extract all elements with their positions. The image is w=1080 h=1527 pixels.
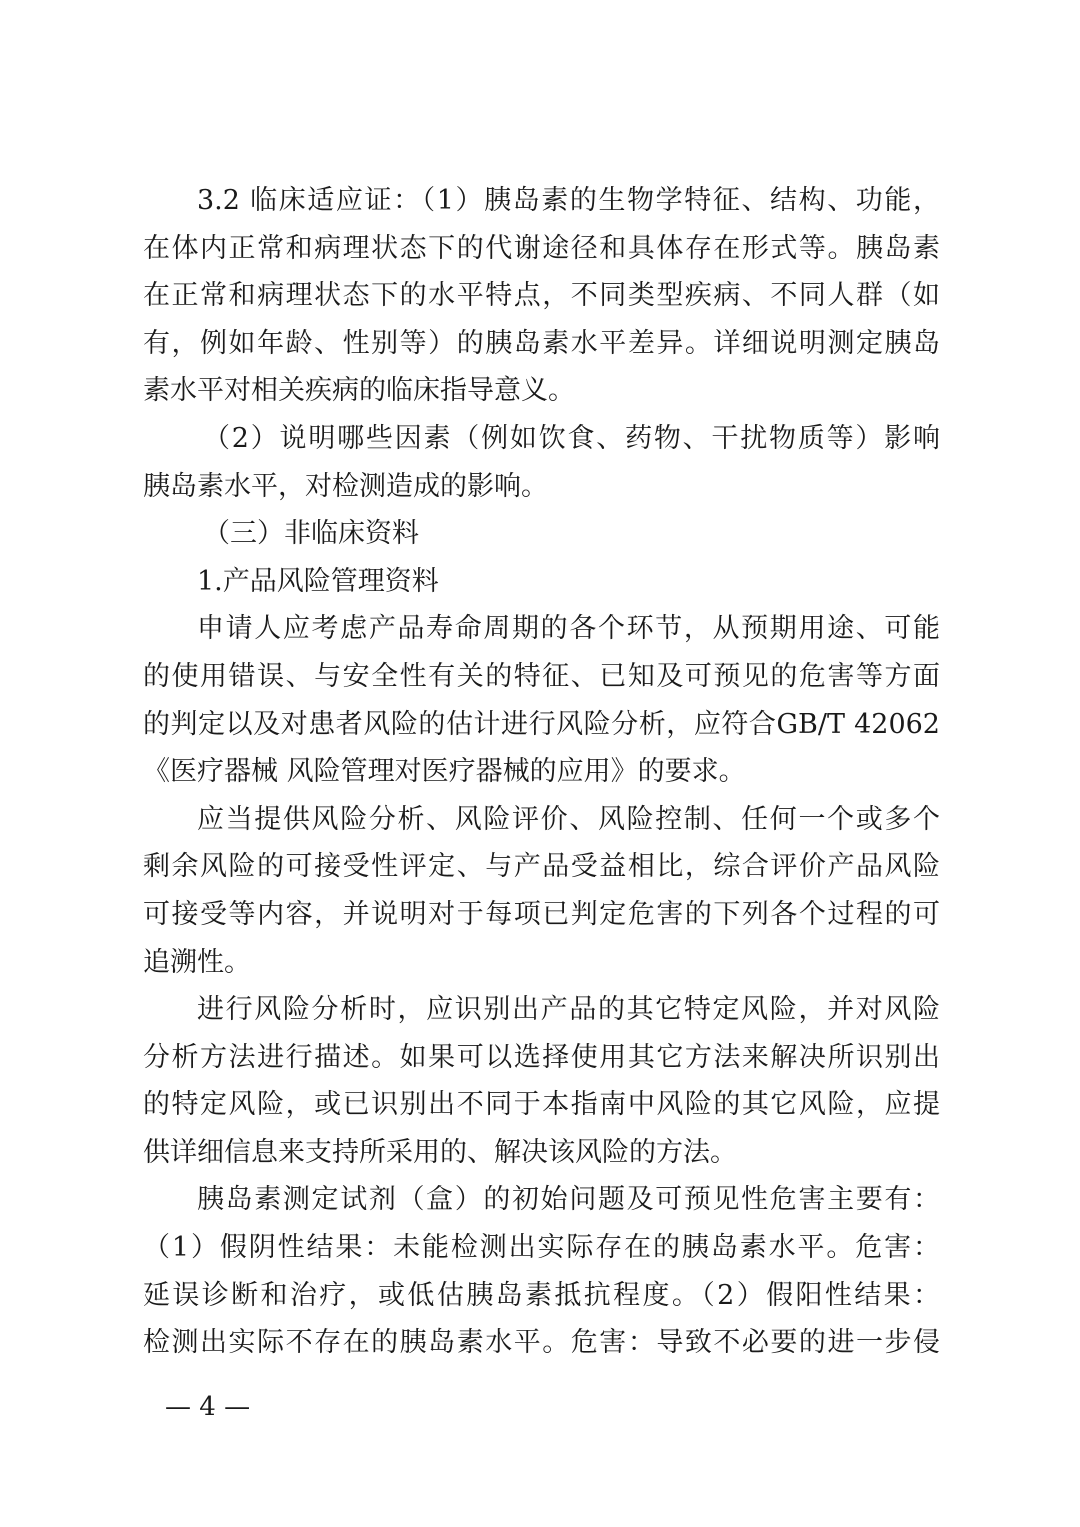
page-number: — 4 — bbox=[165, 1392, 251, 1422]
paragraph-line: 追溯性。 bbox=[143, 946, 251, 978]
paragraph-line: 可接受等内容，并说明对于每项已判定危害的下列各个过程的可 bbox=[143, 898, 940, 930]
paragraph-line: 有，例如年龄、性别等）的胰岛素水平差异。详细说明测定胰岛 bbox=[143, 327, 940, 359]
subsection-heading: 1.产品风险管理资料 bbox=[197, 565, 439, 597]
paragraph-line: 应当提供风险分析、风险评价、风险控制、任何一个或多个 bbox=[197, 803, 940, 835]
paragraph-line: 分析方法进行描述。如果可以选择使用其它方法来解决所识别出 bbox=[143, 1041, 940, 1073]
paragraph-line: 的特定风险，或已识别出不同于本指南中风险的其它风险，应提 bbox=[143, 1089, 940, 1121]
paragraph-line: （1）假阴性结果：未能检测出实际存在的胰岛素水平。危害： bbox=[143, 1232, 940, 1264]
paragraph-line: 延误诊断和治疗，或低估胰岛素抵抗程度。（2）假阳性结果： bbox=[143, 1279, 940, 1311]
paragraph-line: 申请人应考虑产品寿命周期的各个环节，从预期用途、可能 bbox=[197, 613, 940, 645]
section-heading: （三）非临床资料 bbox=[203, 518, 419, 550]
paragraph-line: 素水平对相关疾病的临床指导意义。 bbox=[143, 375, 575, 407]
paragraph-line: 进行风险分析时，应识别出产品的其它特定风险，并对风险 bbox=[197, 994, 940, 1026]
paragraph-line: （2）说明哪些因素（例如饮食、药物、干扰物质等）影响 bbox=[203, 422, 940, 454]
paragraph-line: 胰岛素测定试剂（盒）的初始问题及可预见性危害主要有： bbox=[197, 1184, 940, 1216]
paragraph-line: 《医疗器械 风险管理对医疗器械的应用》的要求。 bbox=[143, 756, 746, 788]
paragraph-line: 检测出实际不存在的胰岛素水平。危害：导致不必要的进一步侵 bbox=[143, 1327, 940, 1359]
paragraph-line: 3.2 临床适应证：（1）胰岛素的生物学特征、结构、功能， bbox=[197, 185, 940, 216]
paragraph-line: 剩余风险的可接受性评定、与产品受益相比，综合评价产品风险 bbox=[143, 851, 940, 883]
paragraph-line: 在体内正常和病理状态下的代谢途径和具体存在形式等。胰岛素 bbox=[143, 232, 940, 264]
paragraph-line: 供详细信息来支持所采用的、解决该风险的方法。 bbox=[143, 1136, 737, 1168]
paragraph-line: 的判定以及对患者风险的估计进行风险分析，应符合GB/T 42062 bbox=[143, 708, 940, 740]
paragraph-line: 胰岛素水平，对检测造成的影响。 bbox=[143, 470, 548, 502]
document-body bbox=[143, 177, 940, 1367]
paragraph-line: 的使用错误、与安全性有关的特征、已知及可预见的危害等方面 bbox=[143, 660, 940, 692]
paragraph-line: 在正常和病理状态下的水平特点，不同类型疾病、不同人群（如 bbox=[143, 280, 940, 312]
